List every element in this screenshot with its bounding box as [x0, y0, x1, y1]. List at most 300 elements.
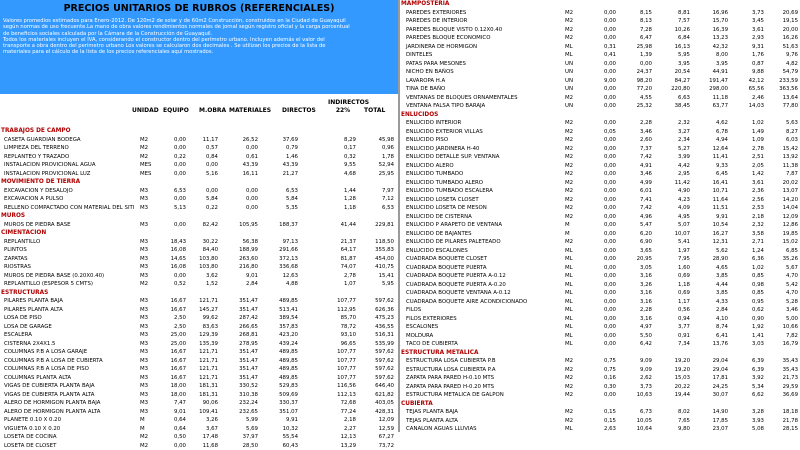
- cell-materiales: 1,17: [656, 298, 690, 307]
- row-description: COLUMNAS P.B A LOSA DE PISO: [4, 365, 89, 374]
- cell-directos: 351,07: [262, 408, 298, 417]
- cell-equipo: 0,00: [588, 340, 616, 349]
- cell-indirectos: 0,62: [734, 306, 764, 315]
- row-unit: M2: [565, 238, 573, 247]
- table-row: [0, 348, 398, 357]
- section-title: MUROS: [1, 212, 25, 221]
- cell-materiales: 351,47: [222, 297, 258, 306]
- cell-total: 597,62: [360, 374, 394, 383]
- cell-total: 597,62: [360, 357, 394, 366]
- cell-equipo: 0,00: [588, 9, 616, 18]
- cell-materiales: 26,52: [222, 136, 258, 145]
- cell-mano-obra: 3,65: [622, 247, 652, 256]
- cell-indirectos: 3,73: [734, 9, 764, 18]
- row-unit: ML: [565, 323, 573, 332]
- table-row: [400, 298, 800, 307]
- cell-directos: 30,07: [694, 391, 728, 400]
- section-header: [0, 229, 398, 238]
- cell-equipo: 2,63: [588, 425, 616, 434]
- cell-equipo: 0,00: [588, 315, 616, 324]
- row-unit: M2: [565, 170, 573, 179]
- row-description: PAREDES BLOQUE VISTO 0.12X0.40: [406, 26, 502, 35]
- table-row: [400, 162, 800, 171]
- cell-directos: 336,68: [262, 263, 298, 272]
- row-unit: M2: [565, 145, 573, 154]
- table-row: [0, 374, 398, 383]
- cell-mano-obra: 3,16: [622, 315, 652, 324]
- cell-directos: 12,63: [262, 272, 298, 281]
- cell-total: 535,99: [360, 340, 394, 349]
- cell-total: 20,02: [768, 179, 798, 188]
- cell-total: 475,23: [360, 314, 394, 323]
- cell-materiales: 216,80: [222, 263, 258, 272]
- cell-total: 12,59: [360, 425, 394, 434]
- section-title: ESTRUCTURA METALICA: [401, 349, 478, 358]
- row-description: REPLANTILLO (ESPESOR 5 CMTS): [4, 280, 93, 289]
- cell-equipo: 0,75: [588, 366, 616, 375]
- cell-indirectos: 3,28: [734, 408, 764, 417]
- cell-equipo: 0,22: [158, 153, 186, 162]
- cell-directos: 489,85: [262, 374, 298, 383]
- cell-equipo: 0,15: [588, 408, 616, 417]
- cell-mano-obra: 11,68: [190, 442, 218, 450]
- row-unit: UN: [565, 85, 573, 94]
- header-mano-obra: M.OBRA: [199, 97, 226, 125]
- row-description: CUADRADA BOQUETE PUERTA A-0.12: [406, 272, 506, 281]
- row-description: LAVAROPA H.A: [406, 77, 445, 86]
- cell-total: 14,20: [768, 196, 798, 205]
- cell-materiales: 330,52: [222, 382, 258, 391]
- cell-materiales: 6,84: [656, 34, 690, 43]
- cell-total: 621,82: [360, 391, 394, 400]
- cell-indirectos: 2,18: [734, 213, 764, 222]
- cell-directos: 21,27: [262, 170, 298, 179]
- cell-equipo: 0,00: [588, 255, 616, 264]
- cell-total: 5,95: [360, 280, 394, 289]
- cell-mano-obra: 3,46: [622, 170, 652, 179]
- table-row: [400, 26, 800, 35]
- row-description: REPLANTEO Y TRAZADO: [4, 153, 69, 162]
- note-line: según normas de uso frecuente.La mano de obra valores rendimientos normales de jornal según registro oficial y la carga porcentual: [0, 24, 398, 30]
- row-unit: M3: [140, 238, 148, 247]
- cell-directos: 5,84: [262, 195, 298, 204]
- cell-directos: 5,35: [262, 204, 298, 213]
- cell-equipo: 0,00: [588, 323, 616, 332]
- cell-materiales: 28,50: [222, 442, 258, 450]
- cell-mano-obra: 10,64: [622, 425, 652, 434]
- row-description: PILARES PLANTA ALTA: [4, 306, 63, 315]
- table-row: [400, 128, 800, 137]
- cell-directos: 489,85: [262, 348, 298, 357]
- cell-total: 28,15: [768, 425, 798, 434]
- cell-materiales: 20,22: [656, 383, 690, 392]
- cell-total: 355,83: [360, 246, 394, 255]
- cell-materiales: 10,26: [656, 26, 690, 35]
- cell-equipo: 0,00: [158, 136, 186, 145]
- table-row: [0, 272, 398, 281]
- row-description: CUADRADA BOQUETE PUERTA A-0.20: [406, 281, 506, 290]
- cell-materiales: 0,69: [656, 289, 690, 298]
- cell-total: 6,53: [360, 204, 394, 213]
- cell-materiales: 278,95: [222, 340, 258, 349]
- cell-indirectos: 1,92: [734, 323, 764, 332]
- cell-directos: 3,95: [694, 60, 728, 69]
- cell-indirectos: 2,51: [734, 153, 764, 162]
- row-unit: M: [140, 425, 145, 434]
- cell-equipo: 16,08: [158, 246, 186, 255]
- cell-total: 77,80: [768, 102, 798, 111]
- cell-materiales: 15,03: [656, 374, 690, 383]
- cell-indirectos: 1,02: [734, 264, 764, 273]
- cell-equipo: 2,50: [158, 314, 186, 323]
- cell-mano-obra: 4,97: [622, 323, 652, 332]
- table-row: [400, 51, 800, 60]
- cell-total: 597,62: [360, 365, 394, 374]
- table-row: [0, 187, 398, 196]
- table-row: [0, 323, 398, 332]
- cell-indirectos: 1,09: [734, 136, 764, 145]
- cell-total: 15,41: [360, 272, 394, 281]
- row-description: LOSETA DE CLOSET: [4, 442, 56, 450]
- cell-indirectos: 1,18: [316, 204, 356, 213]
- cell-total: 12,86: [768, 221, 798, 230]
- row-description: ENLUCIDO P ARAPETO DE VENTANA: [406, 221, 502, 230]
- table-row: [0, 280, 398, 289]
- cell-mano-obra: 121,71: [190, 365, 218, 374]
- cell-equipo: 0,00: [588, 170, 616, 179]
- table-row: [400, 34, 800, 43]
- cell-indirectos: 8,29: [316, 136, 356, 145]
- row-unit: M2: [565, 136, 573, 145]
- cell-indirectos: 1,07: [316, 280, 356, 289]
- row-unit: M3: [140, 204, 148, 213]
- cell-mano-obra: 5,84: [190, 195, 218, 204]
- row-description: VIGAS DE CUBIERTA PLANTA BAJA: [4, 382, 95, 391]
- table-row: [0, 297, 398, 306]
- row-unit: M3: [140, 391, 148, 400]
- cell-mano-obra: 82,42: [190, 221, 218, 230]
- cell-mano-obra: 10,63: [622, 391, 652, 400]
- cell-materiales: 5,27: [656, 145, 690, 154]
- row-description: ENLUCIDO TUMBADO: [406, 170, 463, 179]
- cell-directos: 0,79: [262, 144, 298, 153]
- cell-materiales: 43,39: [222, 161, 258, 170]
- row-unit: M2: [565, 366, 573, 375]
- cell-mano-obra: 8,13: [622, 17, 652, 26]
- row-description: COLUMNAS PLANTA ALTA: [4, 374, 71, 383]
- table-row: [400, 408, 800, 417]
- cell-equipo: 0,00: [158, 272, 186, 281]
- cell-materiales: 3,77: [656, 323, 690, 332]
- cell-mano-obra: 4,96: [622, 213, 652, 222]
- row-unit: M2: [565, 128, 573, 137]
- cell-mano-obra: 3,16: [622, 298, 652, 307]
- row-unit: UN: [565, 77, 573, 86]
- cell-materiales: 232,24: [222, 399, 258, 408]
- row-description: EXCAVACION Y DESALOJO: [4, 187, 73, 196]
- cell-mano-obra: 3,16: [622, 272, 652, 281]
- cell-materiales: 19,20: [656, 357, 690, 366]
- cell-mano-obra: 135,39: [190, 340, 218, 349]
- cell-directos: 357,83: [262, 323, 298, 332]
- cell-materiales: 266,65: [222, 323, 258, 332]
- cell-directos: 439,24: [262, 340, 298, 349]
- cell-mano-obra: 3,05: [622, 264, 652, 273]
- cell-directos: 5,62: [694, 247, 728, 256]
- cell-materiales: 351,47: [222, 365, 258, 374]
- cell-indirectos: 78,72: [316, 323, 356, 332]
- cell-indirectos: 116,56: [316, 382, 356, 391]
- cell-equipo: 0,00: [588, 272, 616, 281]
- cell-equipo: 0,15: [588, 417, 616, 426]
- cell-mano-obra: 6,42: [622, 340, 652, 349]
- cell-total: 20,69: [768, 9, 798, 18]
- table-row: [400, 306, 800, 315]
- cell-mano-obra: 3,73: [622, 383, 652, 392]
- table-row: [400, 272, 800, 281]
- cell-mano-obra: 7,28: [622, 26, 652, 35]
- cell-directos: 2,84: [694, 306, 728, 315]
- table-row: [0, 161, 398, 170]
- cell-equipo: 0,00: [158, 221, 186, 230]
- cell-directos: 191,47: [694, 77, 728, 86]
- cell-materiales: 268,81: [222, 331, 258, 340]
- cell-materiales: 3,99: [656, 153, 690, 162]
- cell-directos: 4,62: [694, 119, 728, 128]
- cell-materiales: 7,95: [656, 255, 690, 264]
- cell-equipo: 18,00: [158, 382, 186, 391]
- cell-materiales: 4,42: [656, 162, 690, 171]
- cell-materiales: 310,38: [222, 391, 258, 400]
- cell-indirectos: 21,37: [316, 238, 356, 247]
- cell-indirectos: 0,17: [316, 144, 356, 153]
- cell-materiales: 351,47: [222, 348, 258, 357]
- cell-directos: 513,41: [262, 306, 298, 315]
- cell-mano-obra: 3,16: [622, 289, 652, 298]
- cell-equipo: 0,00: [588, 196, 616, 205]
- cell-equipo: 0,00: [588, 230, 616, 239]
- cell-materiales: 351,47: [222, 306, 258, 315]
- row-description: ENLUCIDO ALERO: [406, 162, 454, 171]
- cell-directos: 4,88: [262, 280, 298, 289]
- cell-equipo: 0,64: [158, 425, 186, 434]
- row-description: ESTRUCTURA METALICA DE GALPON: [406, 391, 504, 400]
- table-row: [0, 263, 398, 272]
- row-description: ENLUCIDO LOSETA DE MESON: [406, 204, 487, 213]
- row-unit: M3: [140, 314, 148, 323]
- cell-equipo: 0,00: [588, 162, 616, 171]
- cell-directos: 10,54: [694, 221, 728, 230]
- cell-indirectos: 13,29: [316, 442, 356, 450]
- cell-materiales: 56,38: [222, 238, 258, 247]
- cell-mano-obra: 0,57: [190, 144, 218, 153]
- cell-indirectos: 5,34: [734, 383, 764, 392]
- cell-total: 8,27: [768, 128, 798, 137]
- cell-mano-obra: 4,91: [622, 162, 652, 171]
- cell-materiales: 8,02: [656, 408, 690, 417]
- section-header: [0, 212, 398, 221]
- cell-materiales: 38,45: [656, 102, 690, 111]
- cell-mano-obra: 109,41: [190, 408, 218, 417]
- row-unit: M3: [140, 348, 148, 357]
- cell-materiales: 0,56: [656, 306, 690, 315]
- row-description: ENLUCIDO EXTERIOR VILLAS: [406, 128, 483, 137]
- table-row: [400, 68, 800, 77]
- cell-total: 18,18: [768, 408, 798, 417]
- cell-total: 428,31: [360, 408, 394, 417]
- cell-directos: 6,45: [694, 170, 728, 179]
- row-unit: UN: [565, 68, 573, 77]
- row-description: RELLENO COMPACTADO CON MATERIAL DEL SITI: [4, 204, 134, 213]
- cell-equipo: 0,00: [158, 442, 186, 450]
- table-row: [0, 314, 398, 323]
- cell-indirectos: 1,24: [734, 247, 764, 256]
- cell-directos: 291,66: [262, 246, 298, 255]
- cell-equipo: 0,00: [588, 332, 616, 341]
- cell-materiales: 19,44: [656, 391, 690, 400]
- cell-indirectos: 3,58: [734, 230, 764, 239]
- cell-total: 6,03: [768, 136, 798, 145]
- cell-total: 21,78: [768, 417, 798, 426]
- cell-indirectos: 107,77: [316, 348, 356, 357]
- table-row: [400, 170, 800, 179]
- note-line: de beneficios sociales calculada por la Cámara de la Construcción de Guayaquil.: [0, 31, 398, 37]
- cell-materiales: 0,69: [656, 272, 690, 281]
- cell-materiales: 2,34: [656, 136, 690, 145]
- cell-directos: 13,76: [694, 340, 728, 349]
- row-unit: M3: [140, 323, 148, 332]
- cell-directos: 37,69: [262, 136, 298, 145]
- cell-equipo: 0,00: [158, 195, 186, 204]
- cell-total: 12,09: [360, 416, 394, 425]
- table-row: [400, 213, 800, 222]
- section-header: [400, 349, 800, 358]
- cell-directos: 298,00: [694, 85, 728, 94]
- cell-indirectos: 2,05: [734, 162, 764, 171]
- cell-mano-obra: 8,15: [622, 9, 652, 18]
- row-unit: M3: [140, 399, 148, 408]
- cell-directos: 16,27: [694, 230, 728, 239]
- cell-indirectos: 3,61: [734, 26, 764, 35]
- row-description: INSTALACION PROVICIONAL AGUA: [4, 161, 96, 170]
- cell-directos: 3,85: [694, 272, 728, 281]
- row-unit: M3: [140, 263, 148, 272]
- row-description: LOSETA DE COCINA: [4, 433, 57, 442]
- cell-mano-obra: 121,71: [190, 357, 218, 366]
- cell-indirectos: 2,27: [316, 425, 356, 434]
- cell-materiales: 7,65: [656, 417, 690, 426]
- row-unit: M2: [140, 153, 148, 162]
- cell-materiales: 263,60: [222, 255, 258, 264]
- cell-equipo: 0,52: [158, 280, 186, 289]
- cell-total: 19,15: [768, 17, 798, 26]
- cell-equipo: 0,00: [588, 238, 616, 247]
- cell-indirectos: 0,85: [734, 289, 764, 298]
- table-row: [400, 187, 800, 196]
- table-row: [400, 247, 800, 256]
- cell-mano-obra: 4,99: [622, 179, 652, 188]
- table-row: [400, 60, 800, 69]
- row-description: VIGUETA 0.10 X 0.20: [4, 425, 60, 434]
- cell-directos: 4,33: [694, 298, 728, 307]
- cell-mano-obra: 121,71: [190, 297, 218, 306]
- row-description: DINTELES: [406, 51, 432, 60]
- cell-directos: 6,78: [694, 128, 728, 137]
- section-header: [0, 289, 398, 298]
- cell-total: 410,75: [360, 263, 394, 272]
- header-unidad: UNIDAD: [132, 97, 159, 125]
- cell-indirectos: 64,17: [316, 246, 356, 255]
- cell-materiales: 7,57: [656, 17, 690, 26]
- row-description: ENLUCIDO TUMBADO ESCALERA: [406, 187, 493, 196]
- cell-indirectos: 1,28: [316, 195, 356, 204]
- row-description: LOSA DE GARAGE: [4, 323, 52, 332]
- cell-total: 73,72: [360, 442, 394, 450]
- cell-total: 14,04: [768, 204, 798, 213]
- table-row: [400, 315, 800, 324]
- cell-total: 35,43: [768, 366, 798, 375]
- cell-equipo: 0,50: [158, 433, 186, 442]
- row-description: ALERO DE HORMIGON PLANTA BAJA: [4, 399, 100, 408]
- cell-mano-obra: 181,31: [190, 382, 218, 391]
- cell-mano-obra: 1,39: [622, 51, 652, 60]
- row-description: COLUMNAS P.B A LOSA GARAJE: [4, 348, 87, 357]
- table-row: [400, 255, 800, 264]
- table-row: [0, 331, 398, 340]
- cell-equipo: 0,00: [588, 17, 616, 26]
- right-table: [400, 9, 800, 434]
- cell-indirectos: 1,76: [734, 51, 764, 60]
- table-row: [400, 102, 800, 111]
- cell-mano-obra: 0,00: [190, 161, 218, 170]
- cell-total: 233,59: [768, 77, 798, 86]
- row-description: ENLUCIDO INTERIOR: [406, 119, 461, 128]
- cell-equipo: 2,50: [158, 323, 186, 332]
- cell-equipo: 0,16: [588, 374, 616, 383]
- cell-materiales: 11,42: [656, 179, 690, 188]
- row-description: CANALON AGUAS LLUVIAS: [406, 425, 477, 434]
- cell-total: 36,69: [768, 391, 798, 400]
- row-description: ENLUCIDO TUMBADO ALERO: [406, 179, 483, 188]
- cell-directos: 3,85: [694, 289, 728, 298]
- table-row: [400, 289, 800, 298]
- cell-total: 4,82: [768, 60, 798, 69]
- cell-materiales: 4,90: [656, 187, 690, 196]
- cell-directos: 4,44: [694, 281, 728, 290]
- row-unit: M2: [565, 9, 573, 18]
- row-description: TEJAS PLANTA BAJA: [406, 408, 458, 417]
- cell-indirectos: 2,71: [734, 238, 764, 247]
- cell-indirectos: 41,44: [316, 221, 356, 230]
- row-unit: ML: [565, 264, 573, 273]
- cell-equipo: 16,67: [158, 306, 186, 315]
- cell-equipo: 0,00: [588, 187, 616, 196]
- cell-mano-obra: 145,27: [190, 306, 218, 315]
- cell-directos: 17,81: [694, 374, 728, 383]
- row-unit: M2: [565, 391, 573, 400]
- cell-materiales: 351,47: [222, 374, 258, 383]
- cell-mano-obra: 99,62: [190, 314, 218, 323]
- cell-equipo: 0,00: [588, 391, 616, 400]
- row-description: ENLUCIDO DE PILARES PALETEADO: [406, 238, 501, 247]
- cell-equipo: 25,00: [158, 340, 186, 349]
- cell-mano-obra: 103,80: [190, 255, 218, 264]
- section-title: TRABAJOS DE CAMPO: [1, 127, 71, 136]
- cell-indirectos: 107,77: [316, 357, 356, 366]
- cell-materiales: 232,65: [222, 408, 258, 417]
- row-unit: MES: [140, 161, 151, 170]
- row-description: PAREDES BLOQUE ECONOMICO: [406, 34, 490, 43]
